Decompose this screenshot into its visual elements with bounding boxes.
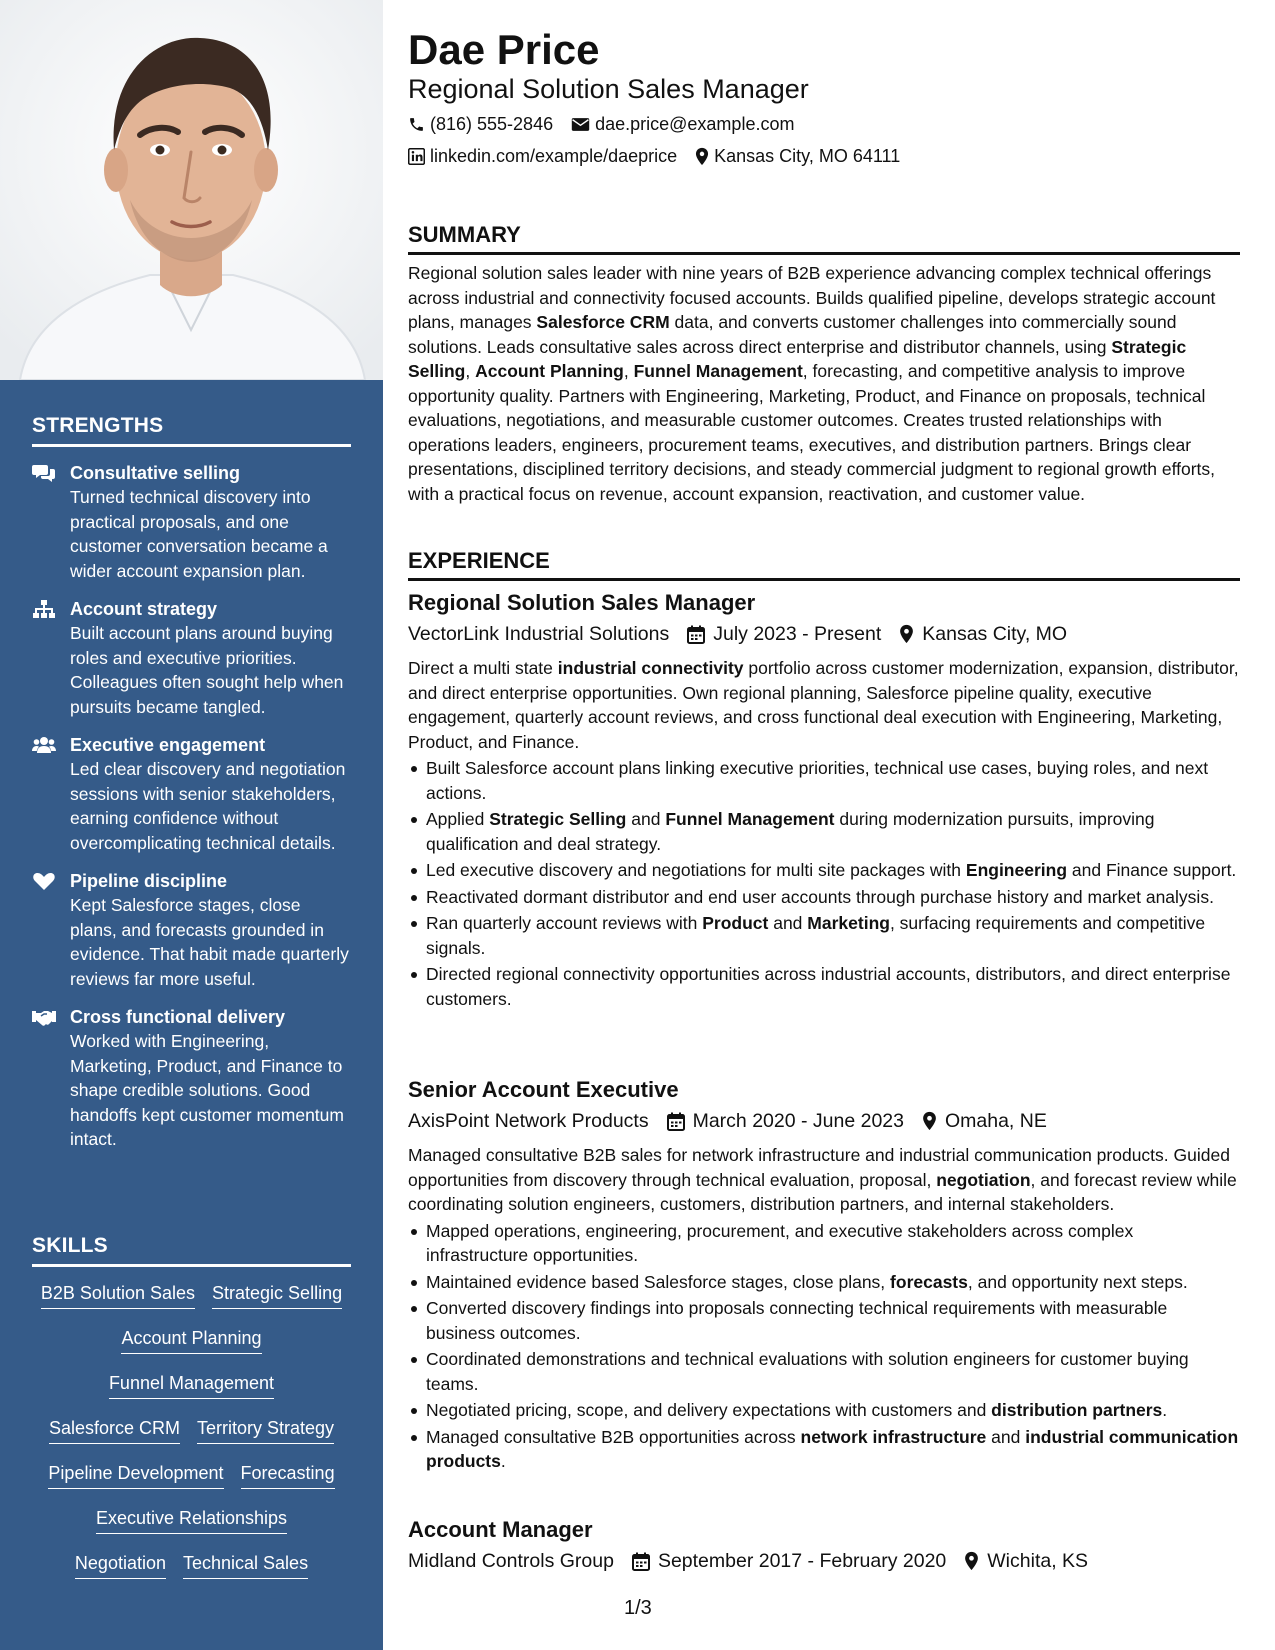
job-company xyxy=(408,1547,614,1575)
bold-text: Strategic Selling xyxy=(489,809,627,829)
experience-heading: EXPERIENCE xyxy=(408,548,1240,581)
strength-item xyxy=(32,461,351,583)
strength-item xyxy=(32,1005,351,1152)
skill-row xyxy=(32,1326,351,1371)
calendar-icon xyxy=(667,1112,685,1131)
bullet-item: Maintained evidence based Salesforce stages, close plans, forecasts, and opportunity next steps. xyxy=(408,1270,1240,1295)
job-entry xyxy=(408,1516,1240,1575)
bullet-item: Applied Strategic Selling and Funnel Management during modernization pursuits, improving qualification and deal strategy. xyxy=(408,807,1240,856)
skill-row xyxy=(32,1371,351,1416)
skills-list xyxy=(32,1281,351,1596)
strength-description: Kept Salesforce stages, close plans, and forecasts grounded in evidence. That habit made quarterly reviews far more useful. xyxy=(70,895,349,989)
map-pin-icon xyxy=(695,147,709,166)
map-pin-icon xyxy=(922,1111,937,1131)
skill-tag: Account Planning xyxy=(121,1326,261,1354)
job-meta xyxy=(408,1547,1240,1575)
bold-text: forecasts xyxy=(890,1271,968,1292)
job-dates xyxy=(687,620,881,648)
email-contact[interactable] xyxy=(571,114,794,135)
bold-text: network infrastructure xyxy=(800,1426,987,1447)
bullet-item: Coordinated demonstrations and technical evaluations with solution engineers for customer buying teams. xyxy=(408,1347,1240,1396)
bold-text: industrial connectivity xyxy=(557,658,744,678)
job-entry xyxy=(408,589,1240,1013)
dates-text: July 2023 - Present xyxy=(713,623,882,645)
job-location xyxy=(964,1547,1088,1575)
bold-text: Engineering xyxy=(965,860,1068,880)
job-dates xyxy=(632,1547,946,1575)
skill-row xyxy=(32,1461,351,1506)
sitemap-icon xyxy=(32,599,56,619)
skill-tag: Salesforce CRM xyxy=(49,1416,180,1444)
strength-item xyxy=(32,733,351,855)
comments-icon xyxy=(32,463,56,483)
sidebar xyxy=(0,0,383,1650)
location-text: Kansas City, MO 64111 xyxy=(714,146,901,166)
bullet-item: Mapped operations, engineering, procurement, and executive stakeholders across complex infrastructure opportunities. xyxy=(408,1219,1240,1268)
map-pin-icon xyxy=(964,1551,979,1571)
linkedin-contact[interactable] xyxy=(408,146,677,167)
phone-icon xyxy=(408,116,425,133)
job-bullets xyxy=(408,1219,1240,1474)
strength-title: Executive engagement xyxy=(70,735,266,755)
bullet-item: Built Salesforce account plans linking executive priorities, technical use cases, buying roles, and next actions. xyxy=(408,756,1240,805)
strength-title: Consultative selling xyxy=(70,463,241,483)
job-dates xyxy=(667,1107,904,1135)
contact-line xyxy=(408,114,794,135)
job-location xyxy=(922,1107,1047,1135)
dates-text: September 2017 - February 2020 xyxy=(657,1550,947,1572)
job-company xyxy=(408,620,669,648)
job-bullets xyxy=(408,756,1240,1011)
bold-text: Marketing xyxy=(807,913,890,933)
strength-description: Worked with Engineering, Marketing, Product, and Finance to shape credible solutions. Good handoffs kept customer momentum intact. xyxy=(70,1031,344,1149)
skill-tag: Technical Sales xyxy=(183,1551,308,1579)
dates-text: March 2020 - June 2023 xyxy=(692,1110,904,1132)
profile-photo xyxy=(0,0,383,380)
skill-row xyxy=(32,1281,351,1326)
skill-row xyxy=(32,1506,351,1551)
calendar-icon xyxy=(632,1552,650,1571)
skills-heading: SKILLS xyxy=(32,1234,351,1267)
location-contact xyxy=(695,146,900,167)
heart-icon xyxy=(32,871,56,891)
bold-text: industrial communication products xyxy=(426,1426,1239,1471)
job-entry xyxy=(408,1076,1240,1476)
candidate-name: Dae Price xyxy=(408,26,600,73)
bold-text: Funnel Management xyxy=(665,809,835,829)
job-title: Account Manager xyxy=(408,1517,593,1542)
strength-title: Account strategy xyxy=(70,599,218,619)
strength-description: Led clear discovery and negotiation sessions with senior stakeholders, earning confidence without overcomplicating technical details. xyxy=(70,759,346,853)
skill-tag: Territory Strategy xyxy=(197,1416,334,1444)
strength-description: Turned technical discovery into practical proposals, and one customer conversation became a wider account expansion plan. xyxy=(70,487,328,581)
job-description: Managed consultative B2B sales for network infrastructure and industrial communication products. Guided opportunities from discovery through technical evaluation, proposal, negotiation, and forecast review while coordinating solution engineers, customers, distribution partners, and internal stakeholders. xyxy=(408,1145,1237,1214)
strength-item xyxy=(32,869,351,991)
job-meta xyxy=(408,1107,1240,1135)
linkedin-icon xyxy=(408,148,425,165)
company-name: AxisPoint Network Products xyxy=(408,1110,649,1132)
email-text: dae.price@example.com xyxy=(595,114,795,134)
strength-description: Built account plans around buying roles and executive priorities. Colleagues often sought help when pursuits became tangled. xyxy=(70,623,344,717)
calendar-icon xyxy=(687,625,705,644)
users-icon xyxy=(32,735,56,755)
summary-heading: SUMMARY xyxy=(408,222,1240,255)
page-number: 1/3 xyxy=(624,1597,652,1619)
skill-row xyxy=(32,1551,351,1596)
skill-row xyxy=(32,1416,351,1461)
bullet-item: Directed regional connectivity opportunities across industrial accounts, distributors, and direct enterprise customers. xyxy=(408,962,1240,1011)
job-description: Direct a multi state industrial connectivity portfolio across customer modernization, expansion, distributor, and direct enterprise opportunities. Own regional planning, Salesforce pipeline quality, executive engagement, quarterly account reviews, and cross functional deal execution with Engineering, Marketing, Product, and Finance. xyxy=(408,658,1239,752)
strengths-heading: STRENGTHS xyxy=(32,414,351,447)
skill-tag: Funnel Management xyxy=(109,1371,274,1399)
bold-text: distribution partners xyxy=(991,1400,1163,1420)
strength-title: Pipeline discipline xyxy=(70,871,228,891)
skill-tag: B2B Solution Sales xyxy=(41,1281,195,1309)
summary-text: Regional solution sales leader with nine years of B2B experience advancing complex technical offerings across industrial and connectivity focused accounts. Builds qualified pipeline, develops strategic account plans, manages Salesforce CRM data, and converts customer challenges into commercially sound solutions. Leads consultative sales across direct enterprise and distributor channels, using Strategic Selling, Account Planning, Funnel Management, forecasting, and competitive analysis to improve opportunity quality. Partners with Engineering, Marketing, Product, and Finance on proposals, technical evaluations, negotiations, and measurable customer outcomes. Creates trusted relationships with operations leaders, engineers, procurement teams, executives, and distribution partners. Brings clear presentations, disciplined territory decisions, and steady commercial judgment to regional growth efforts, with a practical focus on revenue, account expansion, reactivation, and customer value. xyxy=(408,263,1216,504)
skills-section xyxy=(32,1234,351,1596)
job-title: Regional Solution Sales Manager xyxy=(408,590,756,615)
skill-tag: Negotiation xyxy=(75,1551,166,1579)
bullet-item: Reactivated dormant distributor and end user accounts through purchase history and market analysis. xyxy=(408,885,1240,910)
envelope-icon xyxy=(571,117,590,132)
company-name: Midland Controls Group xyxy=(408,1550,614,1572)
location-text: Wichita, KS xyxy=(987,1550,1089,1572)
skill-tag: Forecasting xyxy=(241,1461,335,1489)
strength-title: Cross functional delivery xyxy=(70,1007,286,1027)
company-name: VectorLink Industrial Solutions xyxy=(408,623,670,645)
bold-text: Strategic Selling xyxy=(408,336,1187,381)
bullet-item: Converted discovery findings into proposals connecting technical requirements with measurable business outcomes. xyxy=(408,1296,1240,1345)
strength-item xyxy=(32,597,351,719)
skill-tag: Pipeline Development xyxy=(48,1461,223,1489)
location-text: Kansas City, MO xyxy=(922,623,1068,645)
phone-contact[interactable] xyxy=(408,114,553,135)
job-meta xyxy=(408,620,1240,648)
bullet-item: Negotiated pricing, scope, and delivery expectations with customers and distribution partners. xyxy=(408,1398,1240,1423)
skill-tag: Strategic Selling xyxy=(212,1281,342,1309)
bold-text: negotiation xyxy=(936,1169,1031,1190)
skill-tag: Executive Relationships xyxy=(96,1506,287,1534)
phone-text: (816) 555-2846 xyxy=(430,114,554,134)
job-company xyxy=(408,1107,649,1135)
map-pin-icon xyxy=(899,624,914,644)
job-location xyxy=(899,620,1067,648)
job-title: Senior Account Executive xyxy=(408,1077,679,1102)
bold-text: Product xyxy=(702,913,769,933)
bullet-item: Ran quarterly account reviews with Product and Marketing, surfacing requirements and competitive signals. xyxy=(408,911,1240,960)
bullet-item: Led executive discovery and negotiations for multi site packages with Engineering and Finance support. xyxy=(408,858,1240,883)
contact-line xyxy=(408,146,900,167)
strengths-section xyxy=(32,414,351,1152)
bold-text: Account Planning xyxy=(475,361,624,381)
bold-text: Salesforce CRM xyxy=(536,312,670,332)
candidate-role: Regional Solution Sales Manager xyxy=(408,74,809,104)
linkedin-text: linkedin.com/example/daeprice xyxy=(430,146,678,166)
location-text: Omaha, NE xyxy=(944,1110,1047,1132)
bullet-item: Managed consultative B2B opportunities across network infrastructure and industrial communication products. xyxy=(408,1425,1240,1474)
handshake-icon xyxy=(32,1007,56,1027)
bold-text: Funnel Management xyxy=(633,361,803,381)
